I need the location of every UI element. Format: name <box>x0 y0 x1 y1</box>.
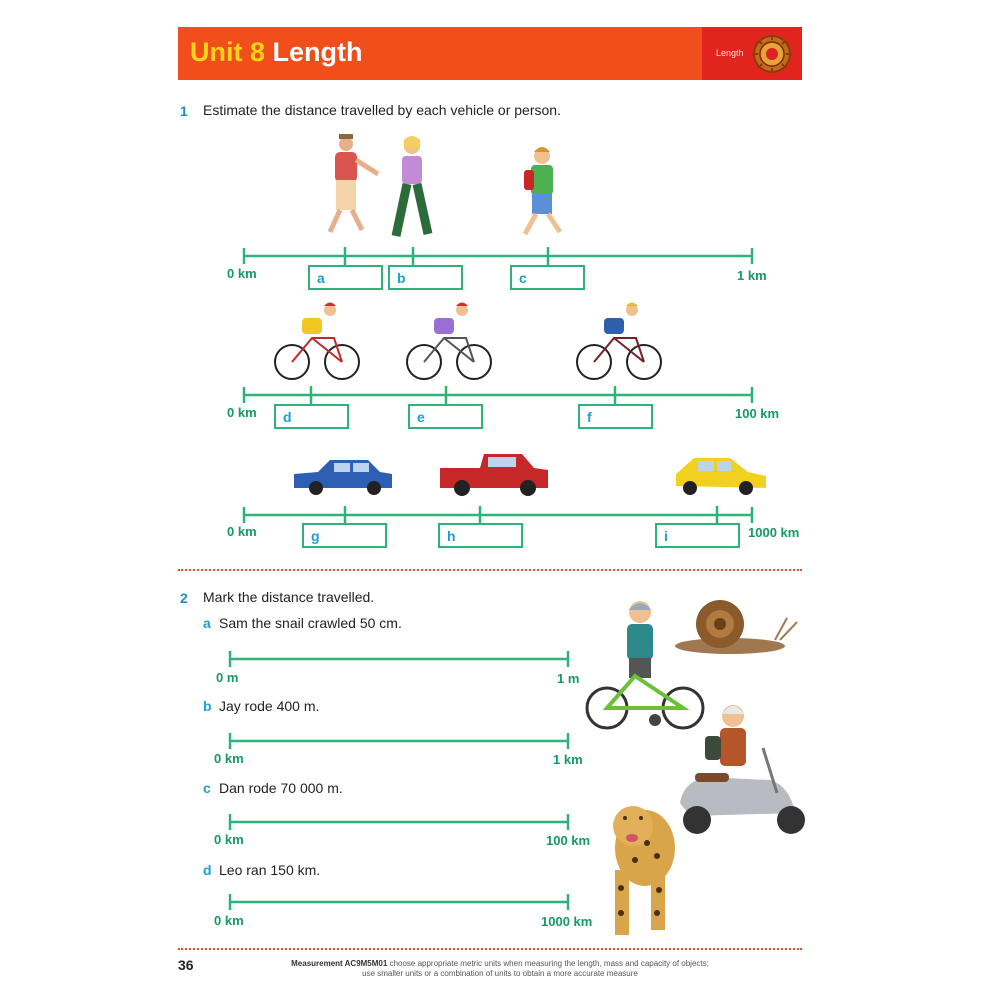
q2a-text: Sam the snail crawled 50 cm. <box>219 615 402 631</box>
q2a-letter: a <box>203 615 211 631</box>
question-1-number: 1 <box>180 103 188 119</box>
q2b-letter: b <box>203 698 212 714</box>
question-2-number: 2 <box>180 590 188 606</box>
q2c-start: 0 km <box>214 832 244 847</box>
q2a-end: 1 m <box>557 671 580 686</box>
q1-line3-end: 1000 km <box>748 525 800 540</box>
snail-icon <box>675 600 797 654</box>
answer-box-a[interactable]: a <box>308 265 383 290</box>
answer-box-d[interactable]: d <box>274 404 349 429</box>
answer-box-g[interactable]: g <box>302 523 387 548</box>
q1-line3-start: 0 km <box>227 524 257 539</box>
q2b-end: 1 km <box>553 752 583 767</box>
answer-box-e[interactable]: e <box>408 404 483 429</box>
curriculum-code: Measurement AC9M5M01 <box>291 959 388 968</box>
curriculum-text-2: use smaller units or a combination of units to obtain a more accurate measure <box>362 969 638 978</box>
unit-title: Length <box>272 37 363 67</box>
answer-box-i[interactable]: i <box>655 523 740 548</box>
question-2-prompt: Mark the distance travelled. <box>203 589 375 605</box>
q2c-letter: c <box>203 780 211 796</box>
leopard-icon <box>613 806 675 935</box>
topic-tag-label: Length <box>716 48 744 58</box>
q2c-text: Dan rode 70 000 m. <box>219 780 343 796</box>
answer-box-f[interactable]: f <box>578 404 653 429</box>
page-number: 36 <box>178 957 194 973</box>
q2b-text: Jay rode 400 m. <box>219 698 320 714</box>
curriculum-text-1: choose appropriate metric units when measuring the length, mass and capacity of objects; <box>389 959 709 968</box>
q2d-end: 1000 km <box>541 914 593 929</box>
curriculum-footer <box>280 959 720 979</box>
q2d-start: 0 km <box>214 913 244 928</box>
question-1-prompt: Estimate the distance travelled by each vehicle or person. <box>203 102 561 118</box>
scooter-rider-icon <box>680 705 805 834</box>
q2a-start: 0 m <box>216 670 239 685</box>
footer-divider <box>178 948 802 950</box>
q2c-end: 100 km <box>546 833 591 848</box>
q1-line1-end: 1 km <box>737 268 767 283</box>
answer-box-h[interactable]: h <box>438 523 523 548</box>
q2d-text: Leo ran 150 km. <box>219 862 321 878</box>
q2b-start: 0 km <box>214 751 244 766</box>
q1-line1-start: 0 km <box>227 266 257 281</box>
answer-box-c[interactable]: c <box>510 265 585 290</box>
answer-box-b[interactable]: b <box>388 265 463 290</box>
q2-illustrations <box>585 598 810 943</box>
q1-line2-end: 100 km <box>735 406 780 421</box>
q1-line2-start: 0 km <box>227 405 257 420</box>
unit-number: Unit 8 <box>190 37 266 67</box>
boy-on-bike-icon <box>587 601 703 728</box>
q2d-letter: d <box>203 862 212 878</box>
